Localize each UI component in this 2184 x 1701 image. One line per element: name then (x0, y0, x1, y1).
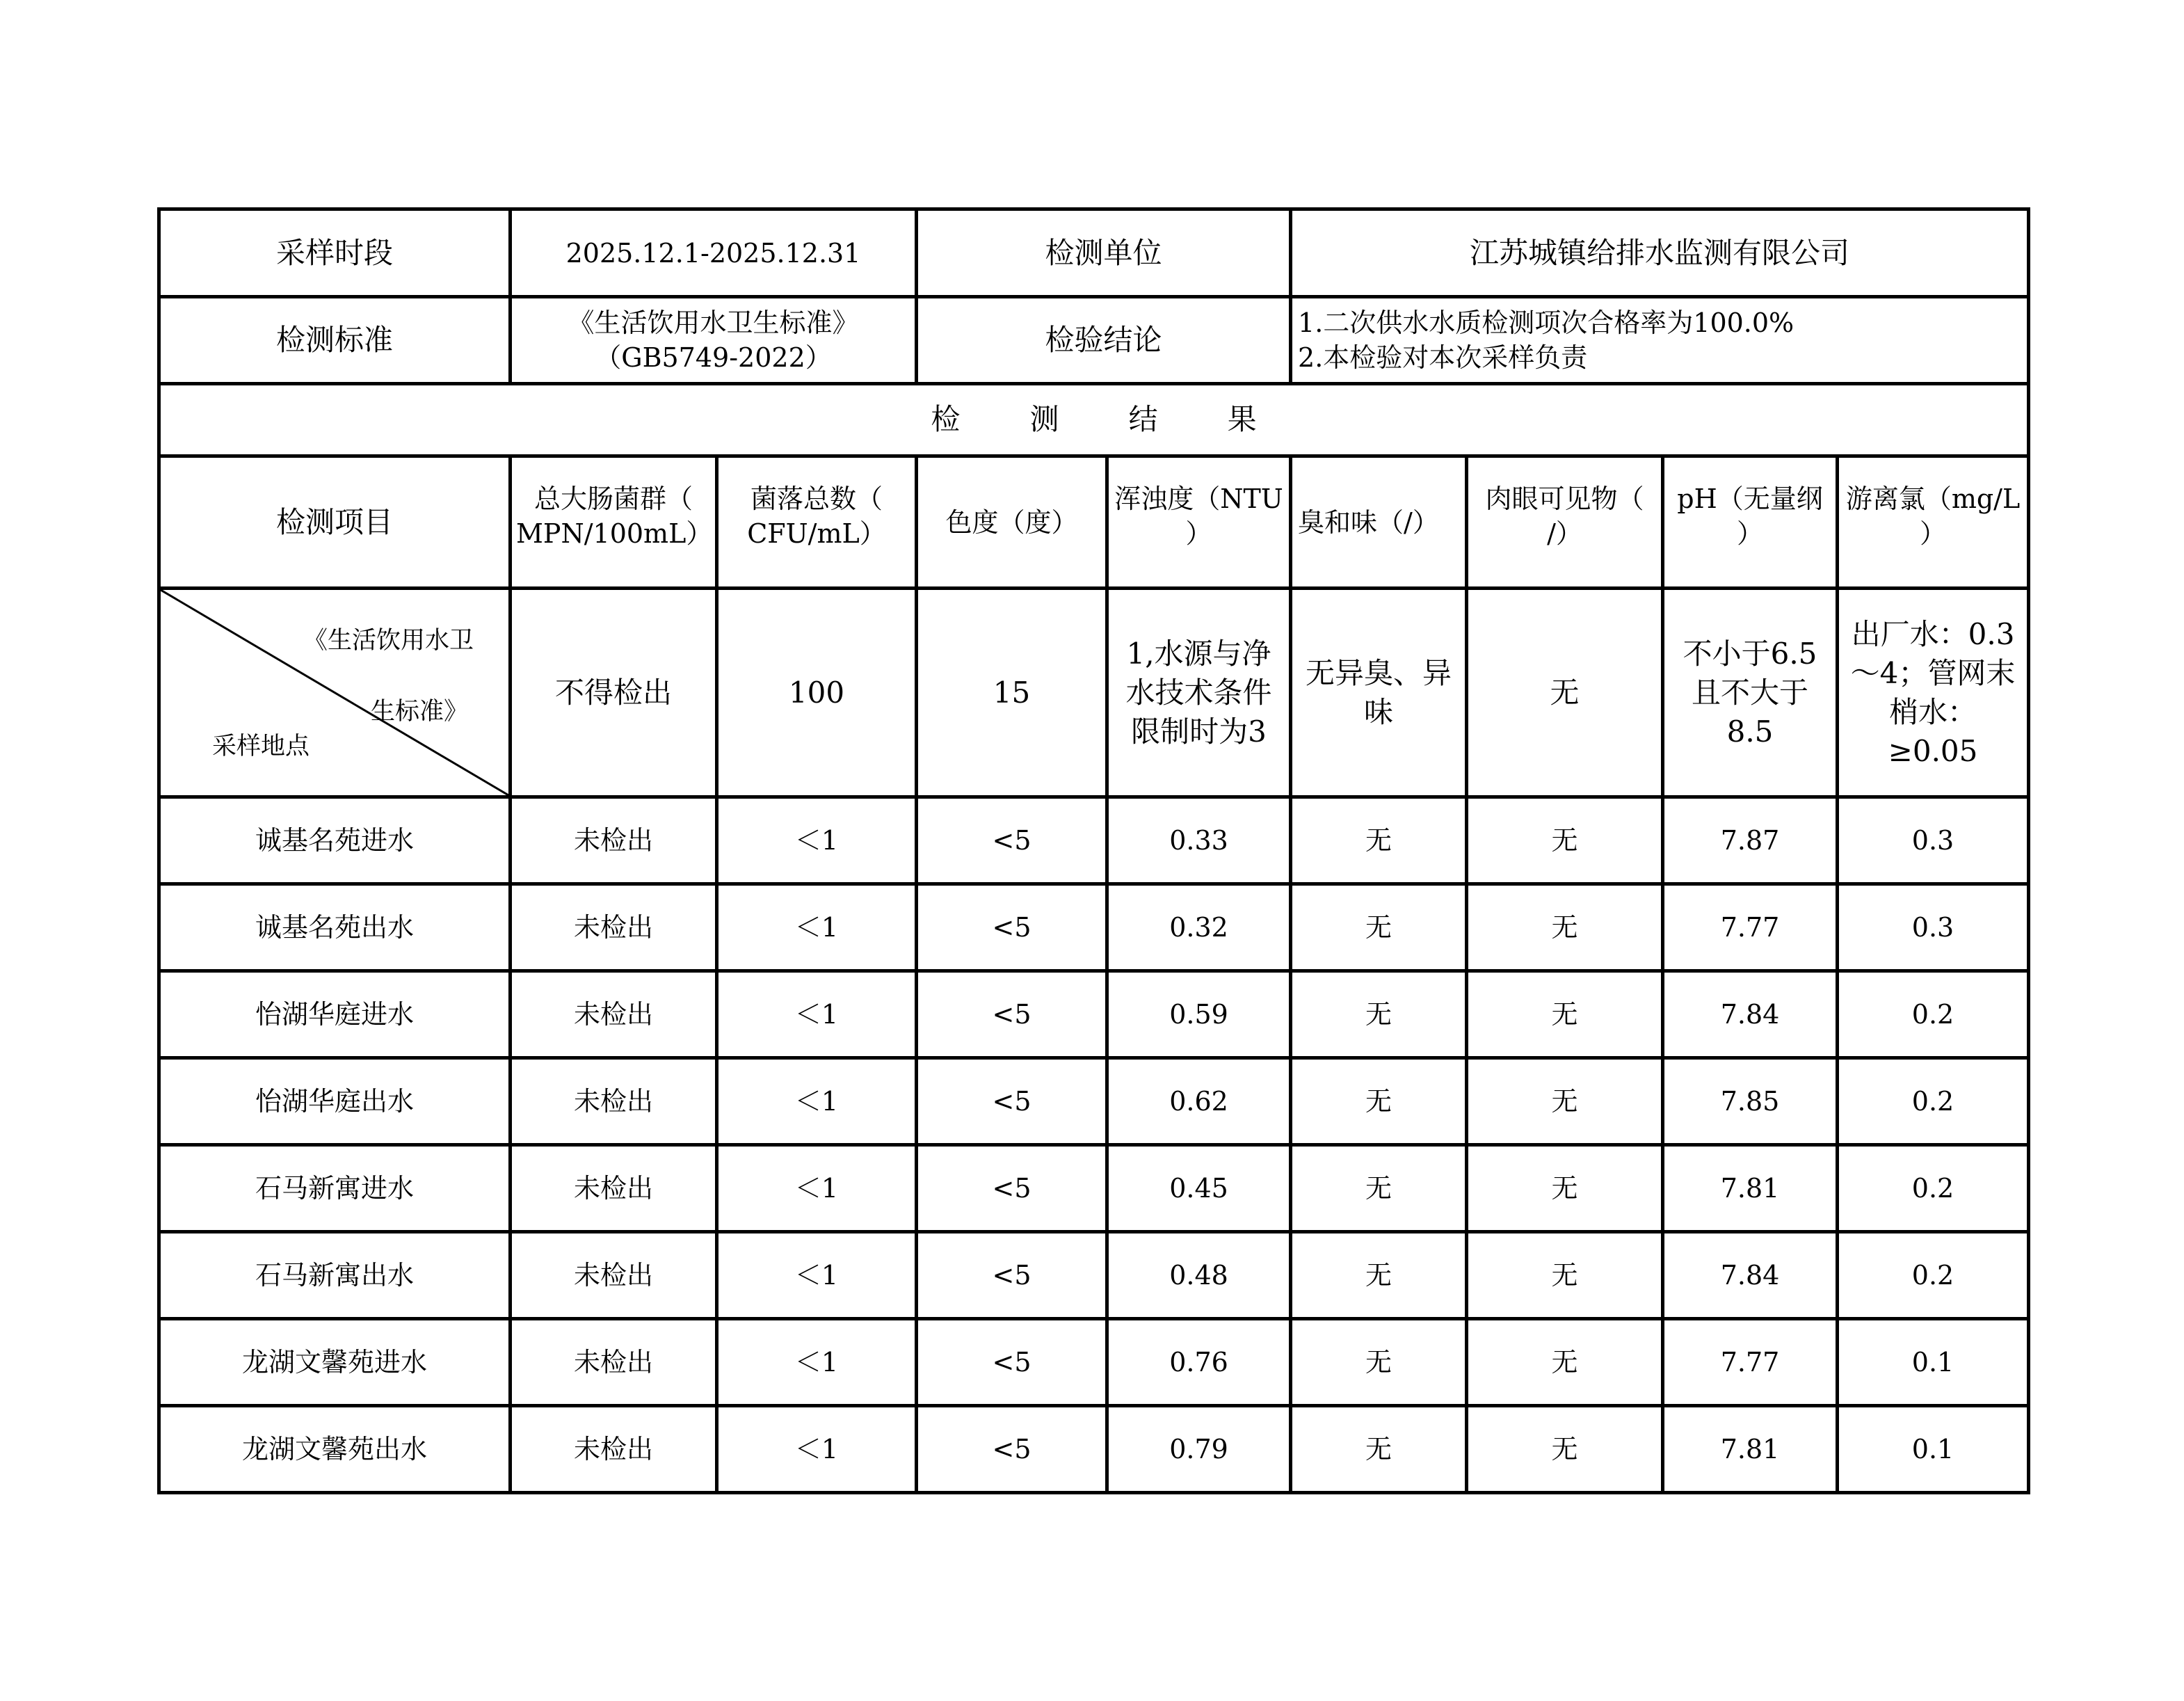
result-cell: ＜1 (717, 1145, 917, 1232)
result-cell: 无 (1291, 797, 1467, 884)
standard-limits-row (159, 589, 2029, 797)
table-row (159, 1319, 2029, 1406)
result-cell: 无 (1291, 971, 1467, 1058)
column-header: 浑浊度（NTU ） (1107, 456, 1291, 589)
table-row (159, 797, 2029, 884)
result-cell: 7.85 (1663, 1058, 1838, 1145)
result-cell: 0.48 (1107, 1232, 1291, 1319)
standard-value-line2: （GB5749-2022） (595, 342, 832, 373)
diagonal-standard-line2: 生标准》 (370, 698, 468, 726)
table-row (159, 1406, 2029, 1493)
result-cell: 0.3 (1838, 884, 2029, 971)
standard-value (511, 297, 917, 384)
water-quality-report-table (157, 207, 2030, 1494)
table-row (159, 884, 2029, 971)
result-cell: 0.59 (1107, 971, 1291, 1058)
result-cell: 未检出 (511, 1319, 717, 1406)
result-cell: 无 (1291, 1145, 1467, 1232)
sampling-location: 诚基名苑出水 (159, 884, 511, 971)
diagonal-header-cell (159, 589, 511, 797)
diagonal-standard-line1: 《生活饮用水卫 (303, 627, 474, 655)
result-cell: 7.77 (1663, 1319, 1838, 1406)
limit-cell: 15 (917, 589, 1107, 797)
sampling-location: 龙湖文馨苑进水 (159, 1319, 511, 1406)
result-cell: 7.81 (1663, 1406, 1838, 1493)
result-cell: 0.32 (1107, 884, 1291, 971)
standard-label: 检测标准 (159, 297, 511, 384)
result-cell: ＜1 (717, 797, 917, 884)
result-cell: 无 (1291, 884, 1467, 971)
results-title-char: 果 (1227, 402, 1257, 436)
result-cell: 无 (1291, 1319, 1467, 1406)
result-cell: 无 (1467, 971, 1663, 1058)
result-cell: 0.1 (1838, 1406, 2029, 1493)
conclusion-value (1291, 297, 2029, 384)
result-cell: 0.1 (1838, 1319, 2029, 1406)
result-cell: 无 (1467, 1319, 1663, 1406)
limit-cell: 1,水源与净 水技术条件 限制时为3 (1107, 589, 1291, 797)
result-cell: 7.84 (1663, 971, 1838, 1058)
result-cell: 无 (1467, 884, 1663, 971)
sampling-location: 怡湖华庭进水 (159, 971, 511, 1058)
period-value: 2025.12.1-2025.12.31 (511, 209, 917, 297)
unit-value: 江苏城镇给排水监测有限公司 (1291, 209, 2029, 297)
result-cell: <5 (917, 1319, 1107, 1406)
conclusion-line1: 1.二次供水水质检测项次合格率为100.0% (1298, 308, 1794, 338)
results-title (159, 384, 2029, 456)
result-cell: 未检出 (511, 884, 717, 971)
result-cell: 0.2 (1838, 971, 2029, 1058)
result-cell: 未检出 (511, 1232, 717, 1319)
result-cell: 未检出 (511, 1406, 717, 1493)
table-row (159, 1232, 2029, 1319)
result-cell: <5 (917, 884, 1107, 971)
result-cell: ＜1 (717, 1319, 917, 1406)
sampling-location: 龙湖文馨苑出水 (159, 1406, 511, 1493)
result-cell: 0.62 (1107, 1058, 1291, 1145)
result-cell: 无 (1291, 1058, 1467, 1145)
column-header: 臭和味（/） (1291, 456, 1467, 589)
result-cell: 0.33 (1107, 797, 1291, 884)
result-cell: <5 (917, 1145, 1107, 1232)
table-row (159, 971, 2029, 1058)
diagonal-line (161, 590, 508, 795)
result-cell: ＜1 (717, 971, 917, 1058)
result-cell: 7.81 (1663, 1145, 1838, 1232)
result-cell: 7.84 (1663, 1232, 1838, 1319)
result-cell: <5 (917, 1406, 1107, 1493)
result-cell: 未检出 (511, 797, 717, 884)
sampling-location: 石马新寓进水 (159, 1145, 511, 1232)
limit-cell: 不小于6.5 且不大于 8.5 (1663, 589, 1838, 797)
result-cell: 0.3 (1838, 797, 2029, 884)
limit-cell: 无异臭、异 味 (1291, 589, 1467, 797)
result-cell: 0.2 (1838, 1232, 2029, 1319)
result-cell: <5 (917, 1232, 1107, 1319)
result-cell: 7.87 (1663, 797, 1838, 884)
table-row (159, 1145, 2029, 1232)
result-cell: <5 (917, 971, 1107, 1058)
result-cell: 无 (1467, 797, 1663, 884)
result-cell: 0.2 (1838, 1058, 2029, 1145)
column-header: 色度（度） (917, 456, 1107, 589)
limit-cell: 100 (717, 589, 917, 797)
result-cell: 未检出 (511, 1145, 717, 1232)
limit-cell: 出厂水：0.3 ～4；管网末 梢水： ≥0.05 (1838, 589, 2029, 797)
column-header: pH（无量纲 ） (1663, 456, 1838, 589)
result-cell: ＜1 (717, 1406, 917, 1493)
unit-label: 检测单位 (917, 209, 1291, 297)
conclusion-line2: 2.本检验对本次采样负责 (1298, 342, 1588, 373)
result-cell: 无 (1467, 1406, 1663, 1493)
result-cell: <5 (917, 1058, 1107, 1145)
result-cell: 0.2 (1838, 1145, 2029, 1232)
result-cell: 0.76 (1107, 1319, 1291, 1406)
data-rows (159, 797, 2029, 1493)
column-header: 总大肠菌群（ MPN/100mL） (511, 456, 717, 589)
result-cell: 未检出 (511, 1058, 717, 1145)
result-cell: 无 (1467, 1058, 1663, 1145)
result-cell: 未检出 (511, 971, 717, 1058)
conclusion-label: 检验结论 (917, 297, 1291, 384)
result-cell: 无 (1291, 1232, 1467, 1319)
sampling-location: 怡湖华庭出水 (159, 1058, 511, 1145)
standard-value-line1: 《生活饮用水卫生标准》 (568, 308, 859, 338)
results-title-row (159, 384, 2029, 456)
table-row (159, 1058, 2029, 1145)
result-cell: ＜1 (717, 1232, 917, 1319)
result-cell: 0.79 (1107, 1406, 1291, 1493)
standard-conclusion-row (159, 297, 2029, 384)
period-label: 采样时段 (159, 209, 511, 297)
result-cell: 0.45 (1107, 1145, 1291, 1232)
results-title-char: 测 (1029, 402, 1059, 436)
result-cell: ＜1 (717, 1058, 917, 1145)
sampling-location: 石马新寓出水 (159, 1232, 511, 1319)
column-header: 游离氯（mg/L ） (1838, 456, 2029, 589)
column-header-row (159, 456, 2029, 589)
limit-cell: 不得检出 (511, 589, 717, 797)
result-cell: <5 (917, 797, 1107, 884)
diagonal-location-label: 采样地点 (212, 733, 310, 760)
results-title-char: 结 (1128, 402, 1158, 436)
sampling-location: 诚基名苑进水 (159, 797, 511, 884)
limit-cell: 无 (1467, 589, 1663, 797)
column-header: 肉眼可见物（ /） (1467, 456, 1663, 589)
result-cell: ＜1 (717, 884, 917, 971)
result-cell: 无 (1467, 1232, 1663, 1319)
period-row (159, 209, 2029, 297)
result-cell: 无 (1467, 1145, 1663, 1232)
result-cell: 无 (1291, 1406, 1467, 1493)
column-header: 菌落总数（ CFU/mL） (717, 456, 917, 589)
item-label: 检测项目 (159, 456, 511, 589)
results-title-char: 检 (931, 402, 961, 436)
result-cell: 7.77 (1663, 884, 1838, 971)
